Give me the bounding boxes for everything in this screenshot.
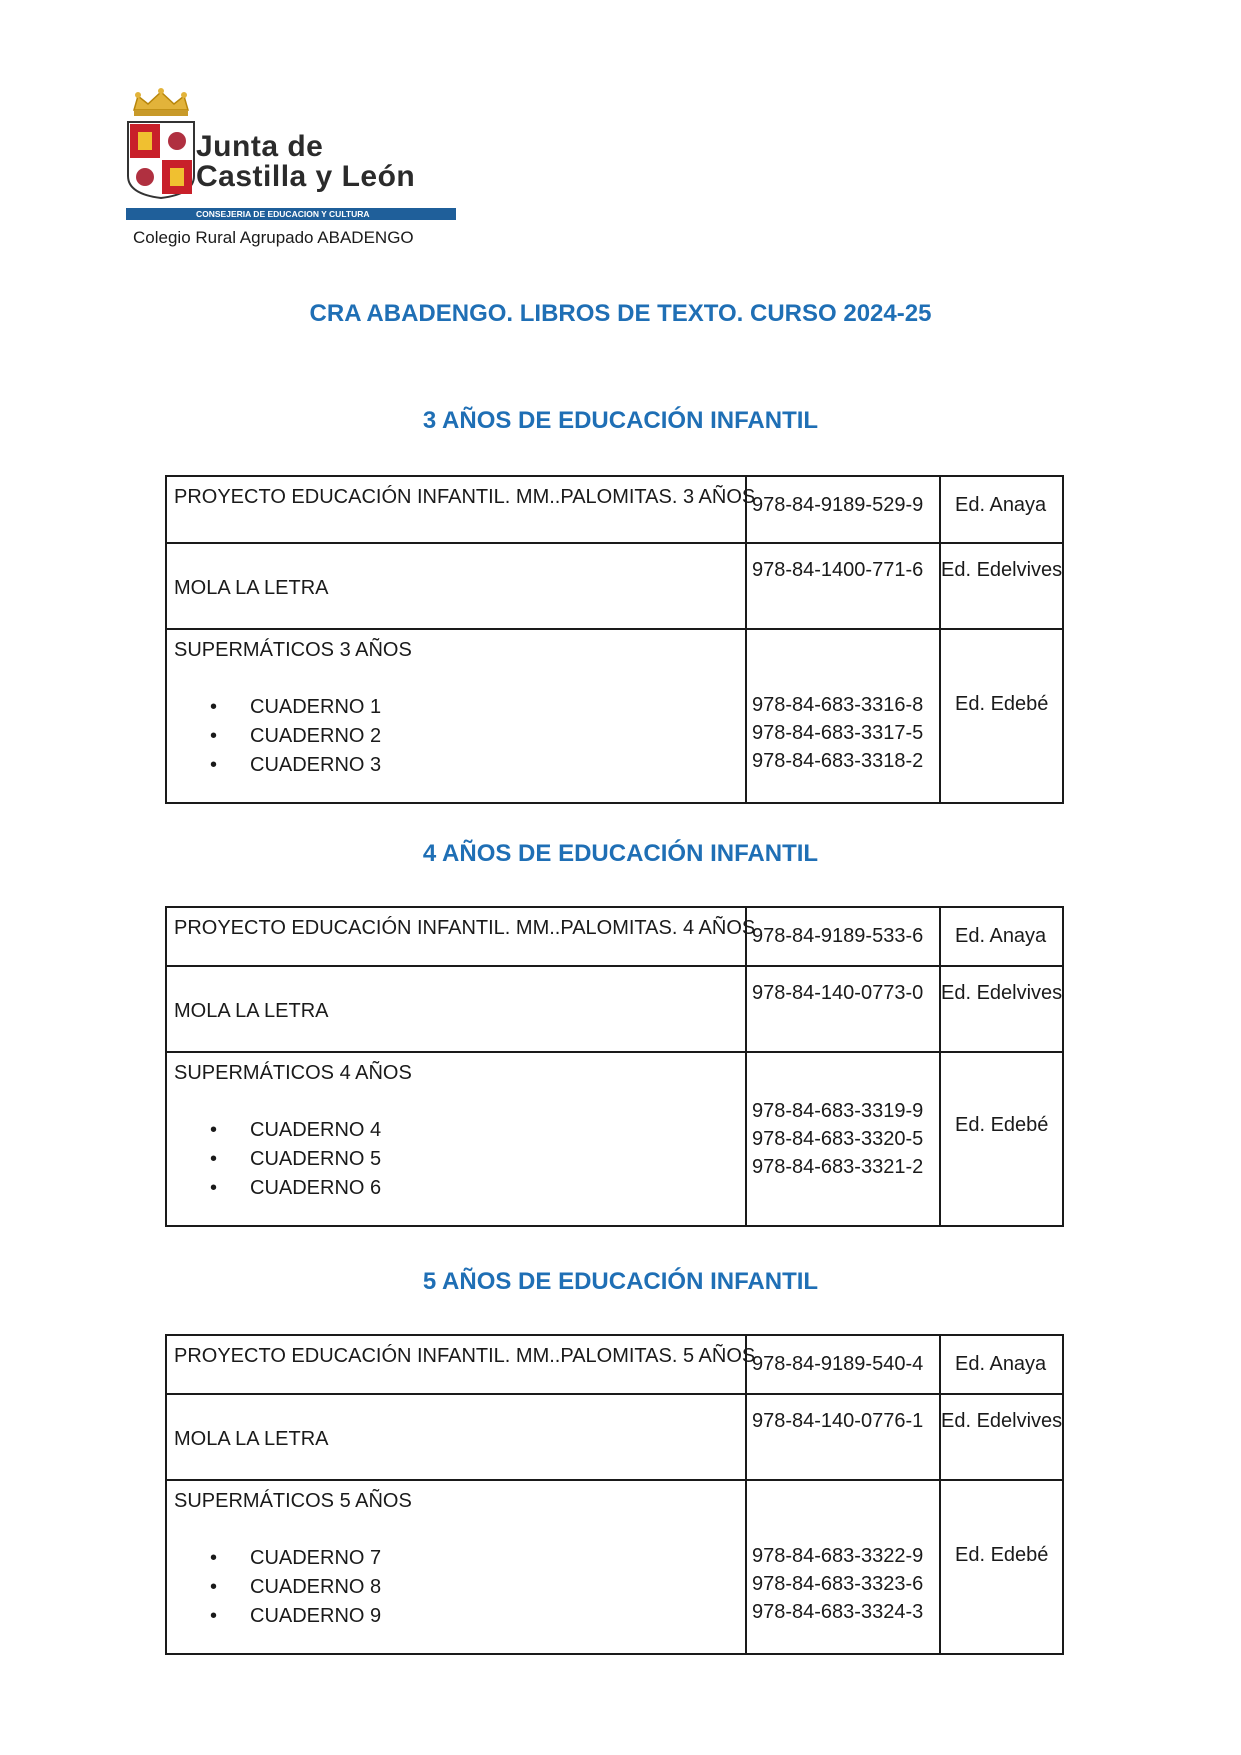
isbn-list <box>747 630 939 775</box>
book-isbn: 978-84-683-3318-2 <box>752 750 924 772</box>
list-item: • CUADERNO 4 <box>167 1116 745 1145</box>
book-title: MOLA LA LETRA <box>174 577 329 599</box>
isbn-list <box>747 1053 939 1181</box>
list-item: • CUADERNO 9 <box>167 1602 745 1631</box>
list-item: • CUADERNO 8 <box>167 1573 745 1602</box>
book-isbn: 978-84-683-3321-2 <box>752 1156 924 1178</box>
book-publisher: Ed. Edelvives <box>941 982 1063 1004</box>
institution-logo <box>124 88 460 228</box>
books-table-5-anos <box>165 1334 1064 1655</box>
list-item: • CUADERNO 1 <box>167 693 745 722</box>
book-isbn: 978-84-683-3323-6 <box>752 1573 924 1595</box>
book-title: SUPERMÁTICOS 3 AÑOS <box>174 639 412 661</box>
book-title: PROYECTO EDUCACIÓN INFANTIL. MM..PALOMITAS. 3 AÑOS <box>174 486 756 508</box>
book-isbn: 978-84-9189-540-4 <box>752 1353 924 1375</box>
list-item: • CUADERNO 6 <box>167 1174 745 1203</box>
books-table-3-anos <box>165 475 1064 804</box>
book-title: PROYECTO EDUCACIÓN INFANTIL. MM..PALOMITAS. 5 AÑOS <box>174 1345 756 1367</box>
book-isbn: 978-84-9189-529-9 <box>752 494 924 516</box>
table-row <box>166 966 1063 1052</box>
book-title: SUPERMÁTICOS 5 AÑOS <box>174 1490 412 1512</box>
book-title: MOLA LA LETRA <box>174 1000 329 1022</box>
isbn-list <box>747 1481 939 1626</box>
book-publisher: Ed. Anaya <box>955 494 1047 516</box>
books-table-4-anos <box>165 906 1064 1227</box>
section-heading-4-anos: 4 AÑOS DE EDUCACIÓN INFANTIL <box>422 840 819 867</box>
table-row <box>166 1394 1063 1480</box>
book-isbn: 978-84-683-3322-9 <box>752 1545 924 1567</box>
book-isbn: 978-84-683-3319-9 <box>752 1100 924 1122</box>
book-isbn: 978-84-140-0773-0 <box>752 982 924 1004</box>
book-title: SUPERMÁTICOS 4 AÑOS <box>174 1062 412 1084</box>
book-publisher: Ed. Anaya <box>955 925 1047 947</box>
page-title: CRA ABADENGO. LIBROS DE TEXTO. CURSO 2024-25 <box>309 300 932 327</box>
book-isbn: 978-84-140-0776-1 <box>752 1410 924 1432</box>
section-heading-3-anos: 3 AÑOS DE EDUCACIÓN INFANTIL <box>422 407 819 434</box>
section-heading-5-anos: 5 AÑOS DE EDUCACIÓN INFANTIL <box>422 1268 819 1295</box>
table-row <box>166 543 1063 629</box>
table-row <box>166 1480 1063 1654</box>
list-item: • CUADERNO 5 <box>167 1145 745 1174</box>
book-isbn: 978-84-683-3324-3 <box>752 1601 924 1623</box>
book-publisher: Ed. Edebé <box>955 1114 1049 1136</box>
workbook-list <box>167 1544 745 1631</box>
book-publisher: Ed. Edelvives <box>941 559 1063 581</box>
institution-name-line1: Junta de <box>196 130 324 163</box>
book-publisher: Ed. Edebé <box>955 1544 1049 1566</box>
table-row <box>166 629 1063 803</box>
book-publisher: Ed. Edelvives <box>941 1410 1063 1432</box>
book-title: PROYECTO EDUCACIÓN INFANTIL. MM..PALOMITAS. 4 AÑOS <box>174 917 756 939</box>
workbook-list <box>167 693 745 780</box>
institution-name-line2: Castilla y León <box>196 160 416 193</box>
book-title: MOLA LA LETRA <box>174 1428 329 1450</box>
book-isbn: 978-84-1400-771-6 <box>752 559 924 581</box>
table-row <box>166 476 1063 543</box>
coat-of-arms-icon <box>126 88 196 200</box>
book-publisher: Ed. Edebé <box>955 693 1049 715</box>
book-publisher: Ed. Anaya <box>955 1353 1047 1375</box>
book-isbn: 978-84-683-3320-5 <box>752 1128 924 1150</box>
school-name: Colegio Rural Agrupado ABADENGO <box>133 228 414 247</box>
department-label: CONSEJERIA DE EDUCACION Y CULTURA <box>196 209 370 219</box>
institution-name <box>196 132 415 192</box>
list-item: • CUADERNO 3 <box>167 751 745 780</box>
book-isbn: 978-84-683-3316-8 <box>752 694 924 716</box>
table-row <box>166 907 1063 966</box>
book-isbn: 978-84-683-3317-5 <box>752 722 924 744</box>
list-item: • CUADERNO 2 <box>167 722 745 751</box>
book-isbn: 978-84-9189-533-6 <box>752 925 924 947</box>
workbook-list <box>167 1116 745 1203</box>
table-row <box>166 1052 1063 1226</box>
list-item: • CUADERNO 7 <box>167 1544 745 1573</box>
table-row <box>166 1335 1063 1394</box>
